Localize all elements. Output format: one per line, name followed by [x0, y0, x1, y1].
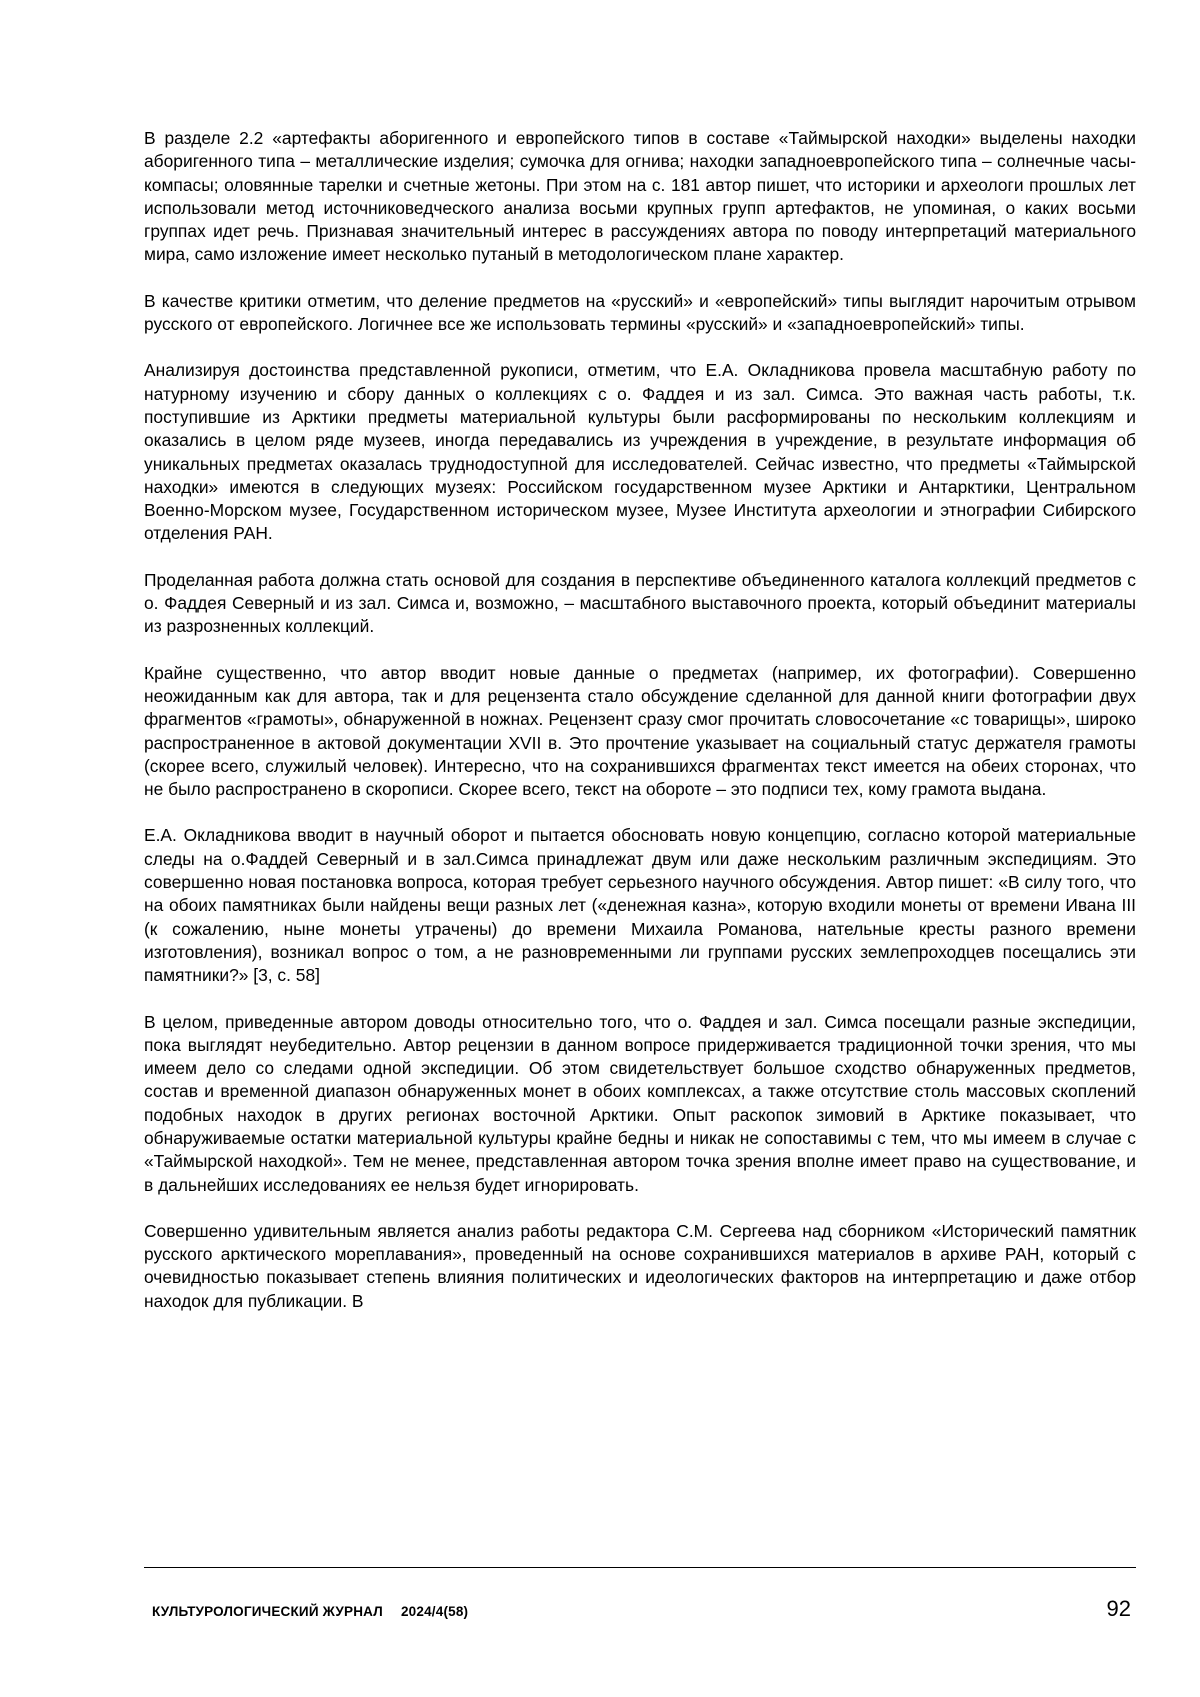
paragraph-8: Совершенно удивительным является анализ работы редактора С.М. Сергеева над сборником «Исторический памятник русского арктического мореплавания», проведенный на основе сохранившихся материалов в архиве РАН, который с очевидностью показывает степень влияния политических и идеологических факторов на интерпретацию и даже отбор находок для публикации. В: [144, 1220, 1136, 1311]
body-text: [144, 127, 1136, 1336]
footer-journal: [152, 1604, 468, 1619]
paragraph-6: Е.А. Окладникова вводит в научный оборот и пытается обосновать новую концепцию, согласно которой материальные следы на о.Фаддей Северный и в зал.Симса принадлежат двум или даже нескольким различным экспедициям. Это совершенно новая постановка вопроса, которая требует серьезного научного обсуждения. Автор пишет: «В силу того, что на обоих памятниках были найдены вещи разных лет («денежная казна», которую входили монеты от времени Ивана III (к сожалению, ныне монеты утрачены) до времени Михаила Романова, нательные кресты разного времени изготовления), возникал вопрос о том, а не разновременными ли группами русских землепроходцев посещались эти памятники?» [3, с. 58]: [144, 825, 1136, 986]
page-number: 92: [1106, 1596, 1131, 1621]
paragraph-5: Крайне существенно, что автор вводит новые данные о предметах (например, их фотографии). Совершенно неожиданным как для автора, так и для рецензента стало обсуждение сделанной для данной книги фотографии двух фрагментов «грамоты», обнаруженной в ножнах. Рецензент сразу смог прочитать словосочетание «с товарищы», широко распространенное в актовой документации XVII в. Это прочтение указывает на социальный статус держателя грамоты (скорее всего, служилый человек). Интересно, что на сохранившихся фрагментах текст имеется на обеих сторонах, что не было распространено в скорописи. Скорее всего, текст на обороте – это подписи тех, кому грамота выдана.: [144, 662, 1136, 800]
paragraph-1: В разделе 2.2 «артефакты аборигенного и европейского типов в составе «Таймырской находки» выделены находки аборигенного типа – металлические изделия; сумочка для огнива; находки западноевропейского типа – солнечные часы-компасы; оловянные тарелки и счетные жетоны. При этом на с. 181 автор пишет, что историки и археологи прошлых лет использовали метод источниковедческого анализа восьми крупных групп артефактов, не упоминая, о каких восьми группах идет речь. Признавая значительный интерес в рассуждениях автора по поводу интерпретаций материального мира, само изложение имеет несколько путаный в методологическом плане характер.: [144, 128, 1136, 265]
paragraph-2: В качестве критики отметим, что деление предметов на «русский» и «европейский» типы выглядит нарочитым отрывом русского от европейского. Логичнее все же использовать термины «русский» и «западноевропейский» типы.: [144, 290, 1136, 335]
paragraph-3: Анализируя достоинства представленной рукописи, отметим, что Е.А. Окладникова провела масштабную работу по натурному изучению и сбору данных о коллекциях с о. Фаддея и из зал. Симса. Это важная часть работы, т.к. поступившие из Арктики предметы материальной культуры были расформированы по нескольким коллекциям и оказались в целом ряде музеев, иногда передавались из учреждения в учреждение, в результате информация об уникальных предметах оказалась труднодоступной для исследователей. Сейчас известно, что предметы «Таймырской находки» имеются в следующих музеях: Российском государственном музее Арктики и Антарктики, Центральном Военно-Морском музее, Государственном историческом музее, Музее Института археологии и этнографии Сибирского отделения РАН.: [144, 360, 1136, 544]
journal-title: КУЛЬТУРОЛОГИЧЕСКИЙ ЖУРНАЛ: [152, 1604, 383, 1619]
paragraph-7: В целом, приведенные автором доводы относительно того, что о. Фаддея и зал. Симса посещали разные экспедиции, пока выглядят неубедительно. Автор рецензии в данном вопросе придерживается традиционной точки зрения, что мы имеем дело со следами одной экспедиции. Об этом свидетельствует большое сходство обнаруженных предметов, состав и временной диапазон обнаруженных монет в обоих комплексах, а также отсутствие столь массовых скоплений подобных находок в других регионах восточной Арктики. Опыт раскопок зимовий в Арктике показывает, что обнаруживаемые остатки материальной культуры крайне бедны и никак не сопоставимы с тем, что мы имеем в случае с «Таймырской находкой». Тем не менее, представленная автором точка зрения вполне имеет право на существование, и в дальнейших исследованиях ее нельзя будет игнорировать.: [144, 1011, 1136, 1195]
journal-issue: 2024/4(58): [400, 1604, 469, 1619]
footer-divider: [144, 1567, 1136, 1568]
paragraph-4: Проделанная работа должна стать основой для создания в перспективе объединенного каталога коллекций предметов с о. Фаддея Северный и из зал. Симса и, возможно, – масштабного выставочного проекта, который объединит материалы из разрозненных коллекций.: [144, 569, 1136, 637]
